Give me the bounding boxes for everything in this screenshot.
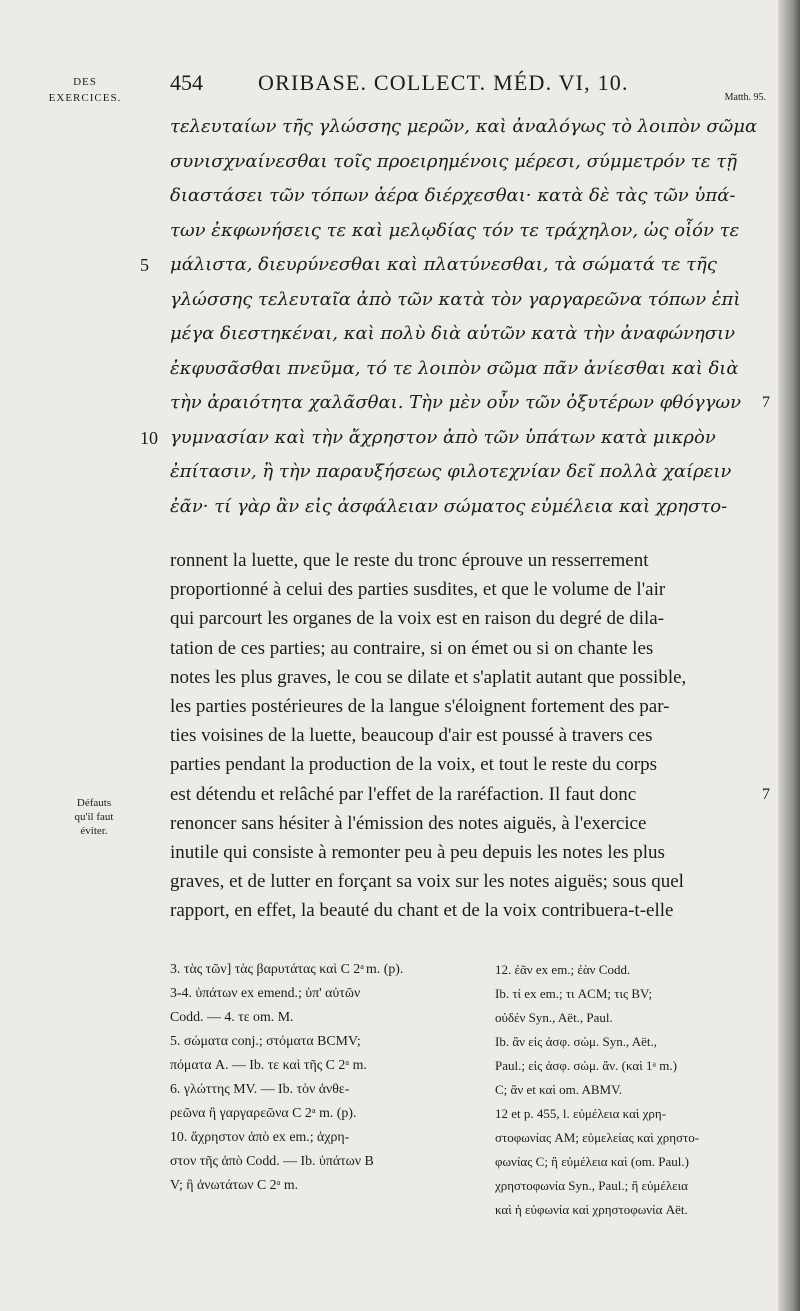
apparatus-note-line: V; ἢ ἀνωτάτων C 2ᵃ m. — [170, 1178, 299, 1193]
greek-line-text: διαστάσει τῶν τόπων ἀέρα διέρχεσθαι· κατὰ δὲ τὰς τῶν ὑπά- — [170, 185, 736, 206]
apparatus-note-line: Ib. τί ex em.; τι ACM; τις BV; — [495, 986, 653, 1001]
french-line — [170, 750, 770, 779]
greek-line — [170, 490, 770, 525]
apparatus-note-line: 5. σώματα conj.; στόματα BCMV; — [170, 1034, 361, 1049]
margin-sidenote — [44, 796, 144, 838]
french-line-text: proportionné à celui des parties susdites, et que le volume de l'air — [170, 579, 666, 601]
apparatus-note-line: στοφωνίας AM; εὐμελείας καὶ χρηστο- — [495, 1130, 700, 1145]
greek-line — [170, 283, 770, 318]
greek-line — [170, 455, 770, 490]
apparatus-note-line: C; ἂν et καὶ om. ABMV. — [495, 1082, 623, 1097]
greek-line — [140, 248, 770, 283]
greek-line-text: γλώσσης τελευταῖα ἀπὸ τῶν κατὰ τὸν γαργαρεῶνα τόπων ἐπὶ — [170, 288, 741, 310]
apparatus-note-line: καὶ ἡ εὐφωνία καὶ χρηστοφωνία Aët. — [495, 1202, 688, 1217]
french-line-text: ties voisines de la luette, beaucoup d'air est poussé à travers ces — [170, 725, 653, 747]
french-line — [170, 721, 770, 750]
french-line-text: ronnent la luette, que le reste du tronc éprouve un resserrement — [170, 550, 649, 571]
apparatus-note-line: 12 et p. 455, l. εὐμέλεια καὶ χρη- — [495, 1106, 667, 1121]
french-line-text: renoncer sans hésiter à l'émission des notes aiguës, à l'exercice — [170, 812, 647, 834]
greek-line — [170, 179, 770, 214]
page-header — [0, 66, 800, 106]
greek-line-text: μάλιστα, διευρύνεσθαι καὶ πλατύνεσθαι, τὰ σώματά τε τῆς — [170, 254, 717, 275]
matth-reference: Matth. 95. — [724, 92, 766, 103]
french-line — [170, 604, 770, 633]
french-line-text: inutile qui consiste à remonter peu à peu depuis les notes les plus — [170, 841, 665, 863]
french-line — [170, 634, 770, 663]
french-line-text: est détendu et relâché par l'effet de la raréfaction. Il faut donc — [170, 783, 637, 805]
greek-line-text: γυμνασίαν καὶ τὴν ἄχρηστον ἀπὸ τῶν ὑπάτων κατὰ μικρὸν — [170, 426, 716, 448]
french-line — [170, 575, 770, 604]
page-edge-shadow — [778, 0, 800, 1311]
french-line-text: tation de ces parties; au contraire, si on émet ou si on chante les — [170, 637, 654, 659]
apparatus-note-line: 3. τὰς τῶν] τὰς βαρυτάτας καὶ C 2ᵃ — [170, 962, 365, 977]
apparatus-note-line: m. (p). — [365, 962, 404, 977]
apparatus-note-line: 3-4. ὑπάτων ex emend.; ὑπ' αὐτῶν — [170, 986, 361, 1001]
french-line — [170, 692, 770, 721]
margin-heading-line-2: EXERCICES. — [48, 92, 122, 104]
apparatus-note-line: χρηστοφωνία Syn., Paul.; ἢ εὐμέλεια — [495, 1178, 688, 1193]
greek-line-text: ἐκφυσᾶσθαι πνεῦμα, τό τε λοιπὸν σῶμα πᾶν ἀνίεσθαι καὶ διὰ — [170, 357, 739, 379]
french-line-text: graves, et de lutter en forçant sa voix sur les notes aiguës; sous quel — [170, 871, 684, 893]
greek-line — [140, 421, 770, 456]
apparatus-note-line: πόματα A. — Ib. τε καὶ τῆς C 2ᵃ m. — [170, 1058, 367, 1073]
apparatus-note-line: 12. ἐᾶν ex em.; ἐὰν Codd. — [495, 962, 631, 977]
apparatus-left-column — [170, 958, 485, 1198]
french-line-text: parties pendant la production de la voix, et tout le reste du corps — [170, 754, 657, 776]
apparatus-note-line: Paul.; εἰς ἀσφ. σώμ. ἄν. (καὶ 1ᵃ m.) — [495, 1058, 677, 1073]
french-line — [170, 838, 770, 867]
greek-line — [170, 145, 770, 180]
margin-heading-line-1: DES — [73, 76, 97, 88]
sidenote-line: Défauts — [76, 797, 112, 809]
french-line-text: notes les plus graves, le cou se dilate et s'aplatit autant que possible, — [170, 666, 687, 688]
line-number: 5 — [140, 255, 149, 275]
french-line — [170, 896, 770, 925]
apparatus-note-line: 6. γλώττης MV. — Ib. τὸν ἀνθε- — [170, 1082, 350, 1097]
critical-apparatus — [170, 958, 770, 1228]
greek-line-text: ἐᾶν· τί γὰρ ἂν εἰς ἀσφάλειαν σώματος εὐμέλεια καὶ χρηστο- — [170, 495, 728, 517]
apparatus-note-line: οὐδέν Syn., Aët., Paul. — [495, 1010, 613, 1025]
apparatus-note-line: Codd. — 4. τε om. M. — [170, 1010, 294, 1025]
greek-line-text: μέγα διεστηκέναι, καὶ πολὺ διὰ αὐτῶν κατὰ τὴν ἀναφώνησιν — [170, 323, 736, 344]
sidenote-line: éviter. — [80, 825, 108, 837]
apparatus-note-line: φωνίας C; ἢ εὐμέλεια καὶ (om. Paul.) — [495, 1154, 689, 1169]
greek-line — [170, 386, 770, 421]
apparatus-note-line: ρεῶνα ἢ γαργαρεῶνα C 2ᵃ m. (p). — [170, 1106, 357, 1121]
apparatus-note-line: 10. ἄχρηστον ἀπὸ ex em.; ἀχρη- — [170, 1130, 350, 1145]
greek-line — [170, 317, 770, 352]
french-line-text: les parties postérieures de la langue s'éloignent fortement des par- — [170, 695, 670, 717]
page-number: 454 — [170, 70, 203, 95]
margin-mark: 7 — [762, 785, 770, 803]
french-line-text: rapport, en effet, la beauté du chant et de la voix contribuera-t-elle — [170, 900, 674, 922]
greek-line-text: των ἐκφωνήσεις τε καὶ μελῳδίας τόν τε τράχηλον, ὡς οἷόν τε — [170, 219, 740, 241]
greek-line-text: τὴν ἀραιότητα χαλᾶσθαι. Τὴν μὲν οὖν τῶν ὀξυτέρων φθόγγων — [170, 392, 742, 413]
french-line — [170, 546, 770, 575]
greek-text-block — [140, 110, 770, 524]
greek-line-text: ἐπίτασιν, ἢ τὴν παραυξήσεως φιλοτεχνίαν δεῖ πολλὰ χαίρειν — [170, 461, 732, 482]
french-line — [170, 867, 770, 896]
french-line — [170, 663, 770, 692]
french-line — [170, 809, 770, 838]
greek-line — [170, 352, 770, 387]
greek-line-text: τελευταίων τῆς γλώσσης μερῶν, καὶ ἀναλόγως τὸ λοιπὸν σῶμα — [170, 116, 758, 137]
margin-mark: 7 — [762, 394, 770, 411]
french-translation-block — [170, 546, 770, 925]
french-line-text: qui parcourt les organes de la voix est en raison du degré de dila- — [170, 608, 665, 630]
greek-line — [170, 110, 770, 145]
apparatus-right-column — [495, 958, 775, 1222]
running-title: ORIBASE. COLLECT. MÉD. VI, 10. — [258, 70, 629, 95]
apparatus-note-line: στον τῆς ἀπὸ Codd. — Ib. ὑπάτων B — [170, 1154, 374, 1169]
greek-line — [170, 214, 770, 249]
sidenote-line: qu'il faut — [74, 811, 114, 823]
french-line — [170, 780, 770, 809]
greek-line-text: συνισχναίνεσθαι τοῖς προειρημένοις μέρεσι, σύμμετρόν τε τῇ — [170, 150, 738, 172]
apparatus-note-line: Ib. ἂν εἰς ἀσφ. σώμ. Syn., Aët., — [495, 1034, 658, 1049]
line-number: 10 — [140, 427, 158, 448]
